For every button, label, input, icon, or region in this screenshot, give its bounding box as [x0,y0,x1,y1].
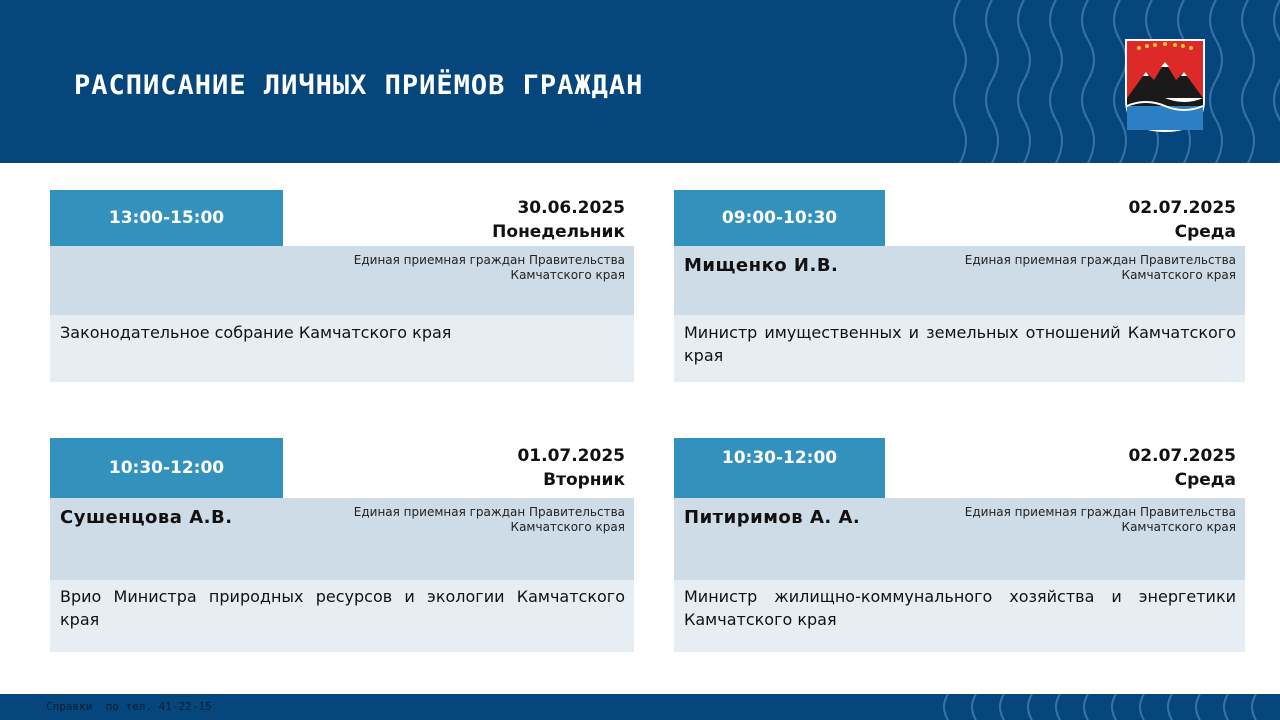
time-slot: 10:30-12:00 [674,438,885,498]
info-row [674,246,1245,315]
footer-bar [0,694,1280,720]
official-position: Министр жилищно-коммунального хозяйства и энергетики Камчатского края [674,580,1245,652]
wave-pattern-icon [940,0,1280,163]
info-row [50,246,634,315]
wave-pattern-icon [940,694,1280,720]
time-slot: 13:00-15:00 [50,190,283,246]
header-banner [0,0,1280,163]
info-row [50,498,634,580]
weekday: Среда [1174,222,1236,242]
reception-place: Единая приемная граждан Правительства Камчатского края [353,253,625,282]
reception-place: Единая приемная граждан Правительства Камчатского края [964,253,1236,282]
time-slot: 10:30-12:00 [50,438,283,498]
date-block [1128,444,1236,492]
reference-phone: Справки по тел. 41-22-15 [46,700,212,713]
official-name: Сушенцова А.В. [60,507,233,528]
date: 30.06.2025 [517,198,625,218]
reception-place: Единая приемная граждан Правительства Камчатского края [964,505,1236,534]
date: 02.07.2025 [1128,446,1236,466]
time-slot: 09:00-10:30 [674,190,885,246]
page-title: РАСПИСАНИЕ ЛИЧНЫХ ПРИЁМОВ ГРАЖДАН [74,70,644,101]
official-position: Законодательное собрание Камчатского края [50,315,634,382]
official-position: Врио Министра природных ресурсов и экологии Камчатского края [50,580,634,652]
official-name: Питиримов А. А. [684,507,861,528]
schedule-card-1 [50,190,634,382]
official-position: Министр имущественных и земельных отношений Камчатского края [674,315,1245,382]
date: 02.07.2025 [1128,198,1236,218]
date-block [517,444,625,492]
date: 01.07.2025 [517,446,625,466]
official-name: Мищенко И.В. [684,255,839,276]
kamchatka-coat-of-arms-icon [1124,38,1206,132]
weekday: Вторник [543,470,625,490]
schedule-card-2 [674,190,1245,382]
schedule-card-3 [50,438,634,652]
date-block [492,196,625,244]
weekday: Понедельник [492,222,625,242]
schedule-card-4 [674,438,1245,652]
weekday: Среда [1174,470,1236,490]
date-block [1128,196,1236,244]
reception-place: Единая приемная граждан Правительства Камчатского края [353,505,625,534]
info-row [674,498,1245,580]
